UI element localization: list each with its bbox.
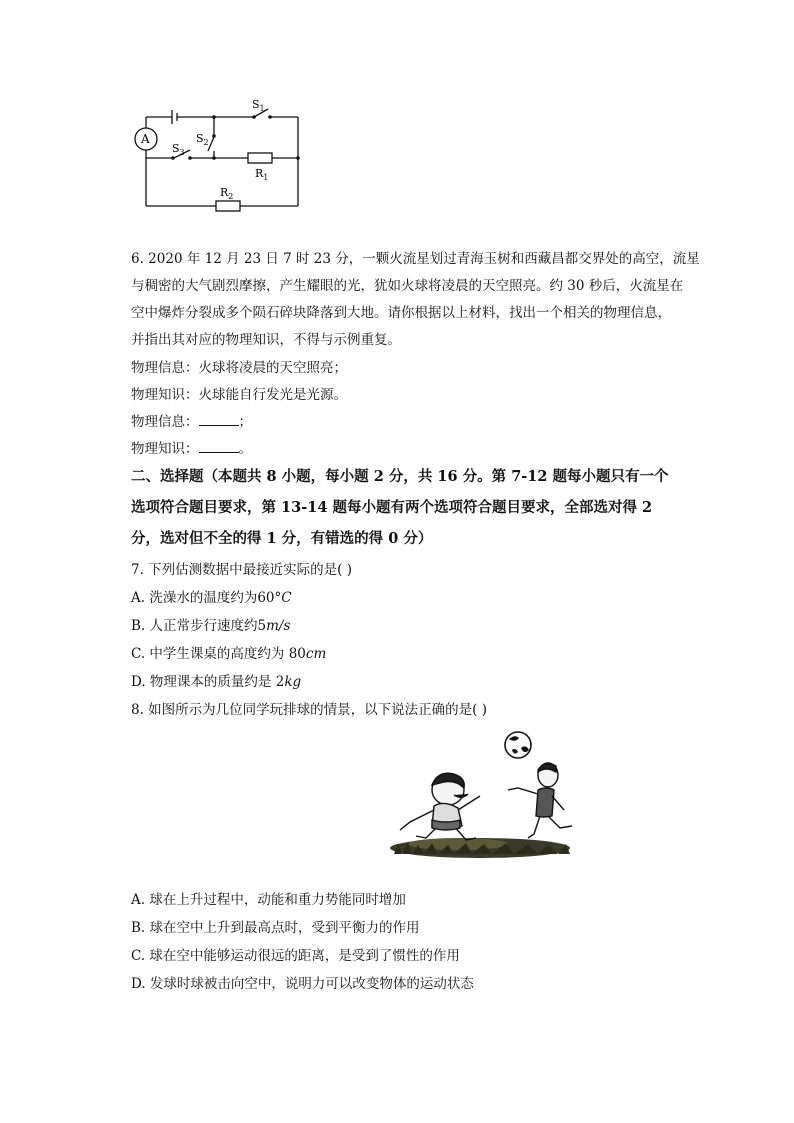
- ammeter-label: A: [141, 132, 150, 146]
- q7-option-a: A. 洗澡水的温度约为60°C: [131, 590, 292, 606]
- ball-icon: [505, 732, 531, 758]
- q7-option-b: B. 人正常步行速度约5m/s: [131, 618, 291, 634]
- q8-option-c: C. 球在空中能够运动很远的距离，是受到了惯性的作用: [131, 948, 460, 964]
- q6-line-2: 与稠密的大气剧烈摩擦，产生耀眼的光，犹如火球将凌晨的天空照亮。约 30 秒后，火流星在: [131, 278, 684, 294]
- volleyball-illustration: [388, 730, 578, 865]
- s1-label: $S_1$: [252, 98, 265, 113]
- q6-example-info: 物理信息：火球将凌晨的天空照亮；: [131, 360, 347, 376]
- q8-stem: 8. 如图所示为几位同学玩排球的情景，以下说法正确的是( ): [131, 702, 487, 718]
- section2-line-3: 分，选对但不全的得 1 分，有错选的得 0 分）: [131, 530, 433, 547]
- q7-option-d: D. 物理课本的质量约是 2kg: [131, 674, 302, 690]
- s2-label: $S_2$: [196, 132, 209, 147]
- r1-label: $R_1$: [255, 167, 269, 182]
- r2-label: $R_2$: [220, 186, 234, 201]
- answer-blank-info[interactable]: [199, 413, 239, 426]
- q6-line-4: 并指出其对应的物理知识，不得与示例重复。: [131, 332, 401, 348]
- q8-option-a: A. 球在上升过程中，动能和重力势能同时增加: [131, 892, 406, 908]
- q8-option-d: D. 发球时球被击向空中，说明力可以改变物体的运动状态: [131, 976, 474, 992]
- q7-option-c: C. 中学生课桌的高度约为 80cm: [131, 646, 327, 662]
- section2-line-1: 二、选择题（本题共 8 小题，每小题 2 分，共 16 分。第 7-12 题每小题只有一个: [131, 468, 669, 485]
- circuit-diagram: [128, 95, 308, 215]
- right-child-figure: [508, 763, 572, 838]
- q8-option-b: B. 球在空中上升到最高点时，受到平衡力的作用: [131, 920, 420, 936]
- q6-example-knowledge: 物理知识：火球能自行发光是光源。: [131, 387, 347, 403]
- q6-answer-info: 物理信息： ；: [131, 414, 252, 430]
- r1-resistor: [248, 153, 272, 163]
- answer-blank-knowledge[interactable]: [199, 440, 239, 453]
- q7-stem: 7. 下列估测数据中最接近实际的是( ): [131, 562, 352, 578]
- s2-blade: [208, 137, 214, 151]
- left-child-figure: [400, 773, 480, 840]
- q6-line-1: 6. 2020 年 12 月 23 日 7 时 23 分，一颗火流星划过青海玉树和西藏昌都交界处的高空，流星: [131, 251, 700, 267]
- grass-ground: [390, 838, 570, 858]
- s3-label: $S_3$: [172, 142, 185, 157]
- r2-resistor: [216, 201, 240, 211]
- q6-answer-knowledge: 物理知识： 。: [131, 441, 252, 457]
- q6-line-3: 空中爆炸分裂成多个陨石碎块降落到大地。请你根据以上材料，找出一个相关的物理信息，: [131, 305, 671, 321]
- section2-line-2: 选项符合题目要求，第 13-14 题每小题有两个选项符合题目要求，全部选对得 2: [131, 499, 653, 516]
